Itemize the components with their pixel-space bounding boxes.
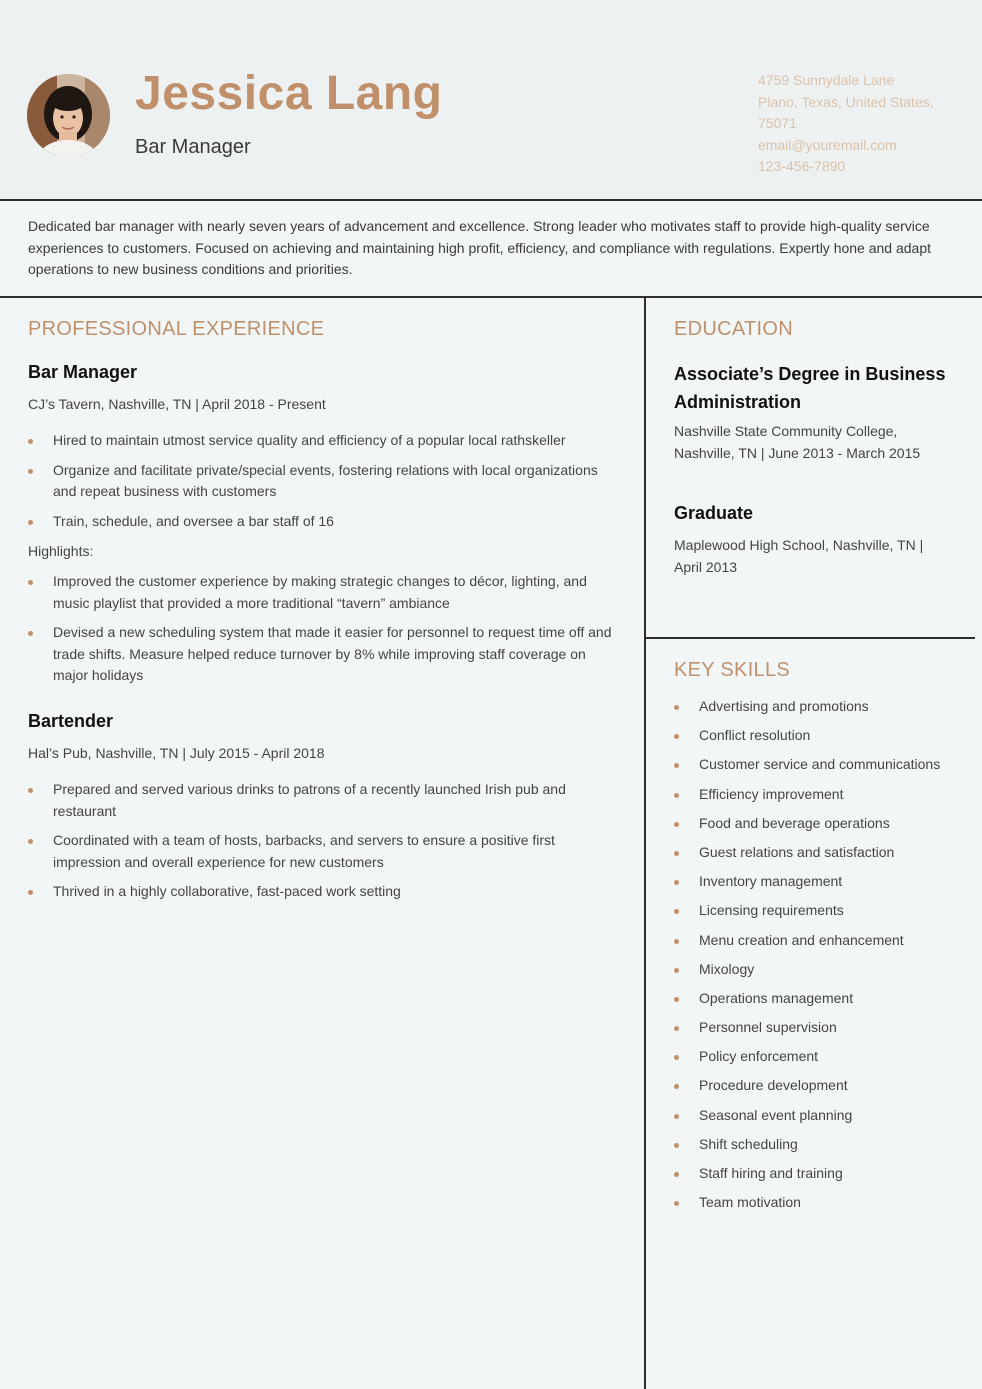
bullet-icon: [674, 851, 679, 856]
profile-photo: [27, 74, 110, 157]
bullet-icon: [28, 439, 33, 444]
bullet-icon: [674, 1201, 679, 1206]
bullet-icon: [674, 1143, 679, 1148]
job-meta: Hal’s Pub, Nashville, TN | July 2015 - April 2018: [28, 745, 325, 761]
address-line-1: 4759 Sunnydale Lane: [758, 72, 895, 88]
bullet-icon: [674, 705, 679, 710]
bullet-icon: [674, 822, 679, 827]
list-item: Prepared and served various drinks to patrons of a recently launched Irish pub and restaurant: [28, 779, 588, 822]
list-item: Operations management: [674, 988, 964, 1010]
header-divider: [0, 199, 982, 201]
job-meta: CJ’s Tavern, Nashville, TN | April 2018 - Present: [28, 396, 326, 412]
job-title: Bar Manager: [28, 362, 138, 382]
list-item: Hired to maintain utmost service quality and efficiency of a popular local rathskeller: [28, 430, 618, 452]
phone-number: 123-456-7890: [758, 158, 846, 174]
bullet-icon: [674, 1055, 679, 1060]
list-item: Food and beverage operations: [674, 813, 964, 835]
job-bullets: [28, 430, 618, 540]
address-line-2: Plano, Texas, United States,: [758, 93, 934, 110]
bullet-icon: [674, 968, 679, 973]
bullet-icon: [674, 909, 679, 914]
list-item: Guest relations and satisfaction: [674, 842, 964, 864]
bullet-icon: [674, 997, 679, 1002]
skills-list: [674, 696, 964, 1221]
bullet-icon: [28, 788, 33, 793]
contact-info: [758, 70, 958, 178]
list-item: Customer service and communications: [674, 754, 964, 776]
degree-title: Graduate: [674, 503, 754, 523]
bullet-icon: [674, 763, 679, 768]
highlight-bullets: [28, 571, 620, 695]
bullet-icon: [28, 631, 33, 636]
list-item: Mixology: [674, 959, 964, 981]
degree-detail: Nashville State Community College, Nashville, TN | June 2013 - March 2015: [674, 423, 921, 461]
address-zip: 75071: [758, 115, 797, 131]
column-divider: [644, 297, 646, 1389]
candidate-title: Bar Manager: [135, 136, 251, 158]
list-item: Coordinated with a team of hosts, barbacks, and servers to ensure a positive first impression and overall experience for new customers: [28, 830, 588, 873]
summary-divider: [0, 296, 982, 298]
list-item: Shift scheduling: [674, 1134, 964, 1156]
bullet-icon: [674, 793, 679, 798]
bullet-icon: [674, 734, 679, 739]
list-item: Seasonal event planning: [674, 1105, 964, 1127]
bullet-icon: [28, 520, 33, 525]
bullet-icon: [674, 1026, 679, 1031]
header: [0, 0, 982, 200]
skills-heading: KEY SKILLS: [674, 659, 791, 681]
bullet-icon: [674, 1084, 679, 1089]
education-heading: EDUCATION: [674, 318, 793, 340]
list-item: Menu creation and enhancement: [674, 930, 964, 952]
list-item: Organize and facilitate private/special events, fostering relations with local organizations and repeat business with customers: [28, 460, 618, 503]
degree-detail: Maplewood High School, Nashville, TN | April 2013: [674, 537, 924, 575]
list-item: Team motivation: [674, 1192, 964, 1214]
bullet-icon: [28, 580, 33, 585]
list-item: Staff hiring and training: [674, 1163, 964, 1185]
candidate-name: Jessica Lang: [135, 67, 443, 120]
education-divider: [646, 637, 975, 639]
degree-title: Associate’s Degree in Business Administration: [674, 364, 946, 412]
bullet-icon: [28, 890, 33, 895]
highlights-label: Highlights:: [28, 543, 94, 559]
list-item: Efficiency improvement: [674, 784, 964, 806]
list-item: Advertising and promotions: [674, 696, 964, 718]
list-item: Inventory management: [674, 871, 964, 893]
summary-text: Dedicated bar manager with nearly seven years of advancement and excellence. Strong leader who motivates staff to provide high-quality service experiences to customers. Focused on achieving and maintaining high profit, efficiency, and compliance with regulations. Expertly hone and adapt operations to new business conditions and priorities.: [28, 218, 932, 277]
list-item: Train, schedule, and oversee a bar staff of 16: [28, 511, 618, 533]
list-item: Personnel supervision: [674, 1017, 964, 1039]
list-item: Licensing requirements: [674, 900, 964, 922]
list-item: Thrived in a highly collaborative, fast-paced work setting: [28, 881, 588, 903]
bullet-icon: [28, 839, 33, 844]
bullet-icon: [674, 1172, 679, 1177]
list-item: Improved the customer experience by making strategic changes to décor, lighting, and music playlist that provided a more traditional “tavern” ambiance: [28, 571, 620, 614]
bullet-icon: [674, 880, 679, 885]
bullet-icon: [674, 939, 679, 944]
list-item: Conflict resolution: [674, 725, 964, 747]
email-link[interactable]: email@youremail.com: [758, 136, 897, 153]
bullet-icon: [674, 1114, 679, 1119]
experience-heading: PROFESSIONAL EXPERIENCE: [28, 318, 325, 340]
bullet-icon: [28, 469, 33, 474]
list-item: Procedure development: [674, 1075, 964, 1097]
job-bullets: [28, 779, 588, 911]
list-item: Devised a new scheduling system that made it easier for personnel to request time off and trade shifts. Measure helped reduce turnover by 8% while improving staff coverage on major holidays: [28, 622, 620, 687]
list-item: Policy enforcement: [674, 1046, 964, 1068]
job-title: Bartender: [28, 711, 114, 731]
